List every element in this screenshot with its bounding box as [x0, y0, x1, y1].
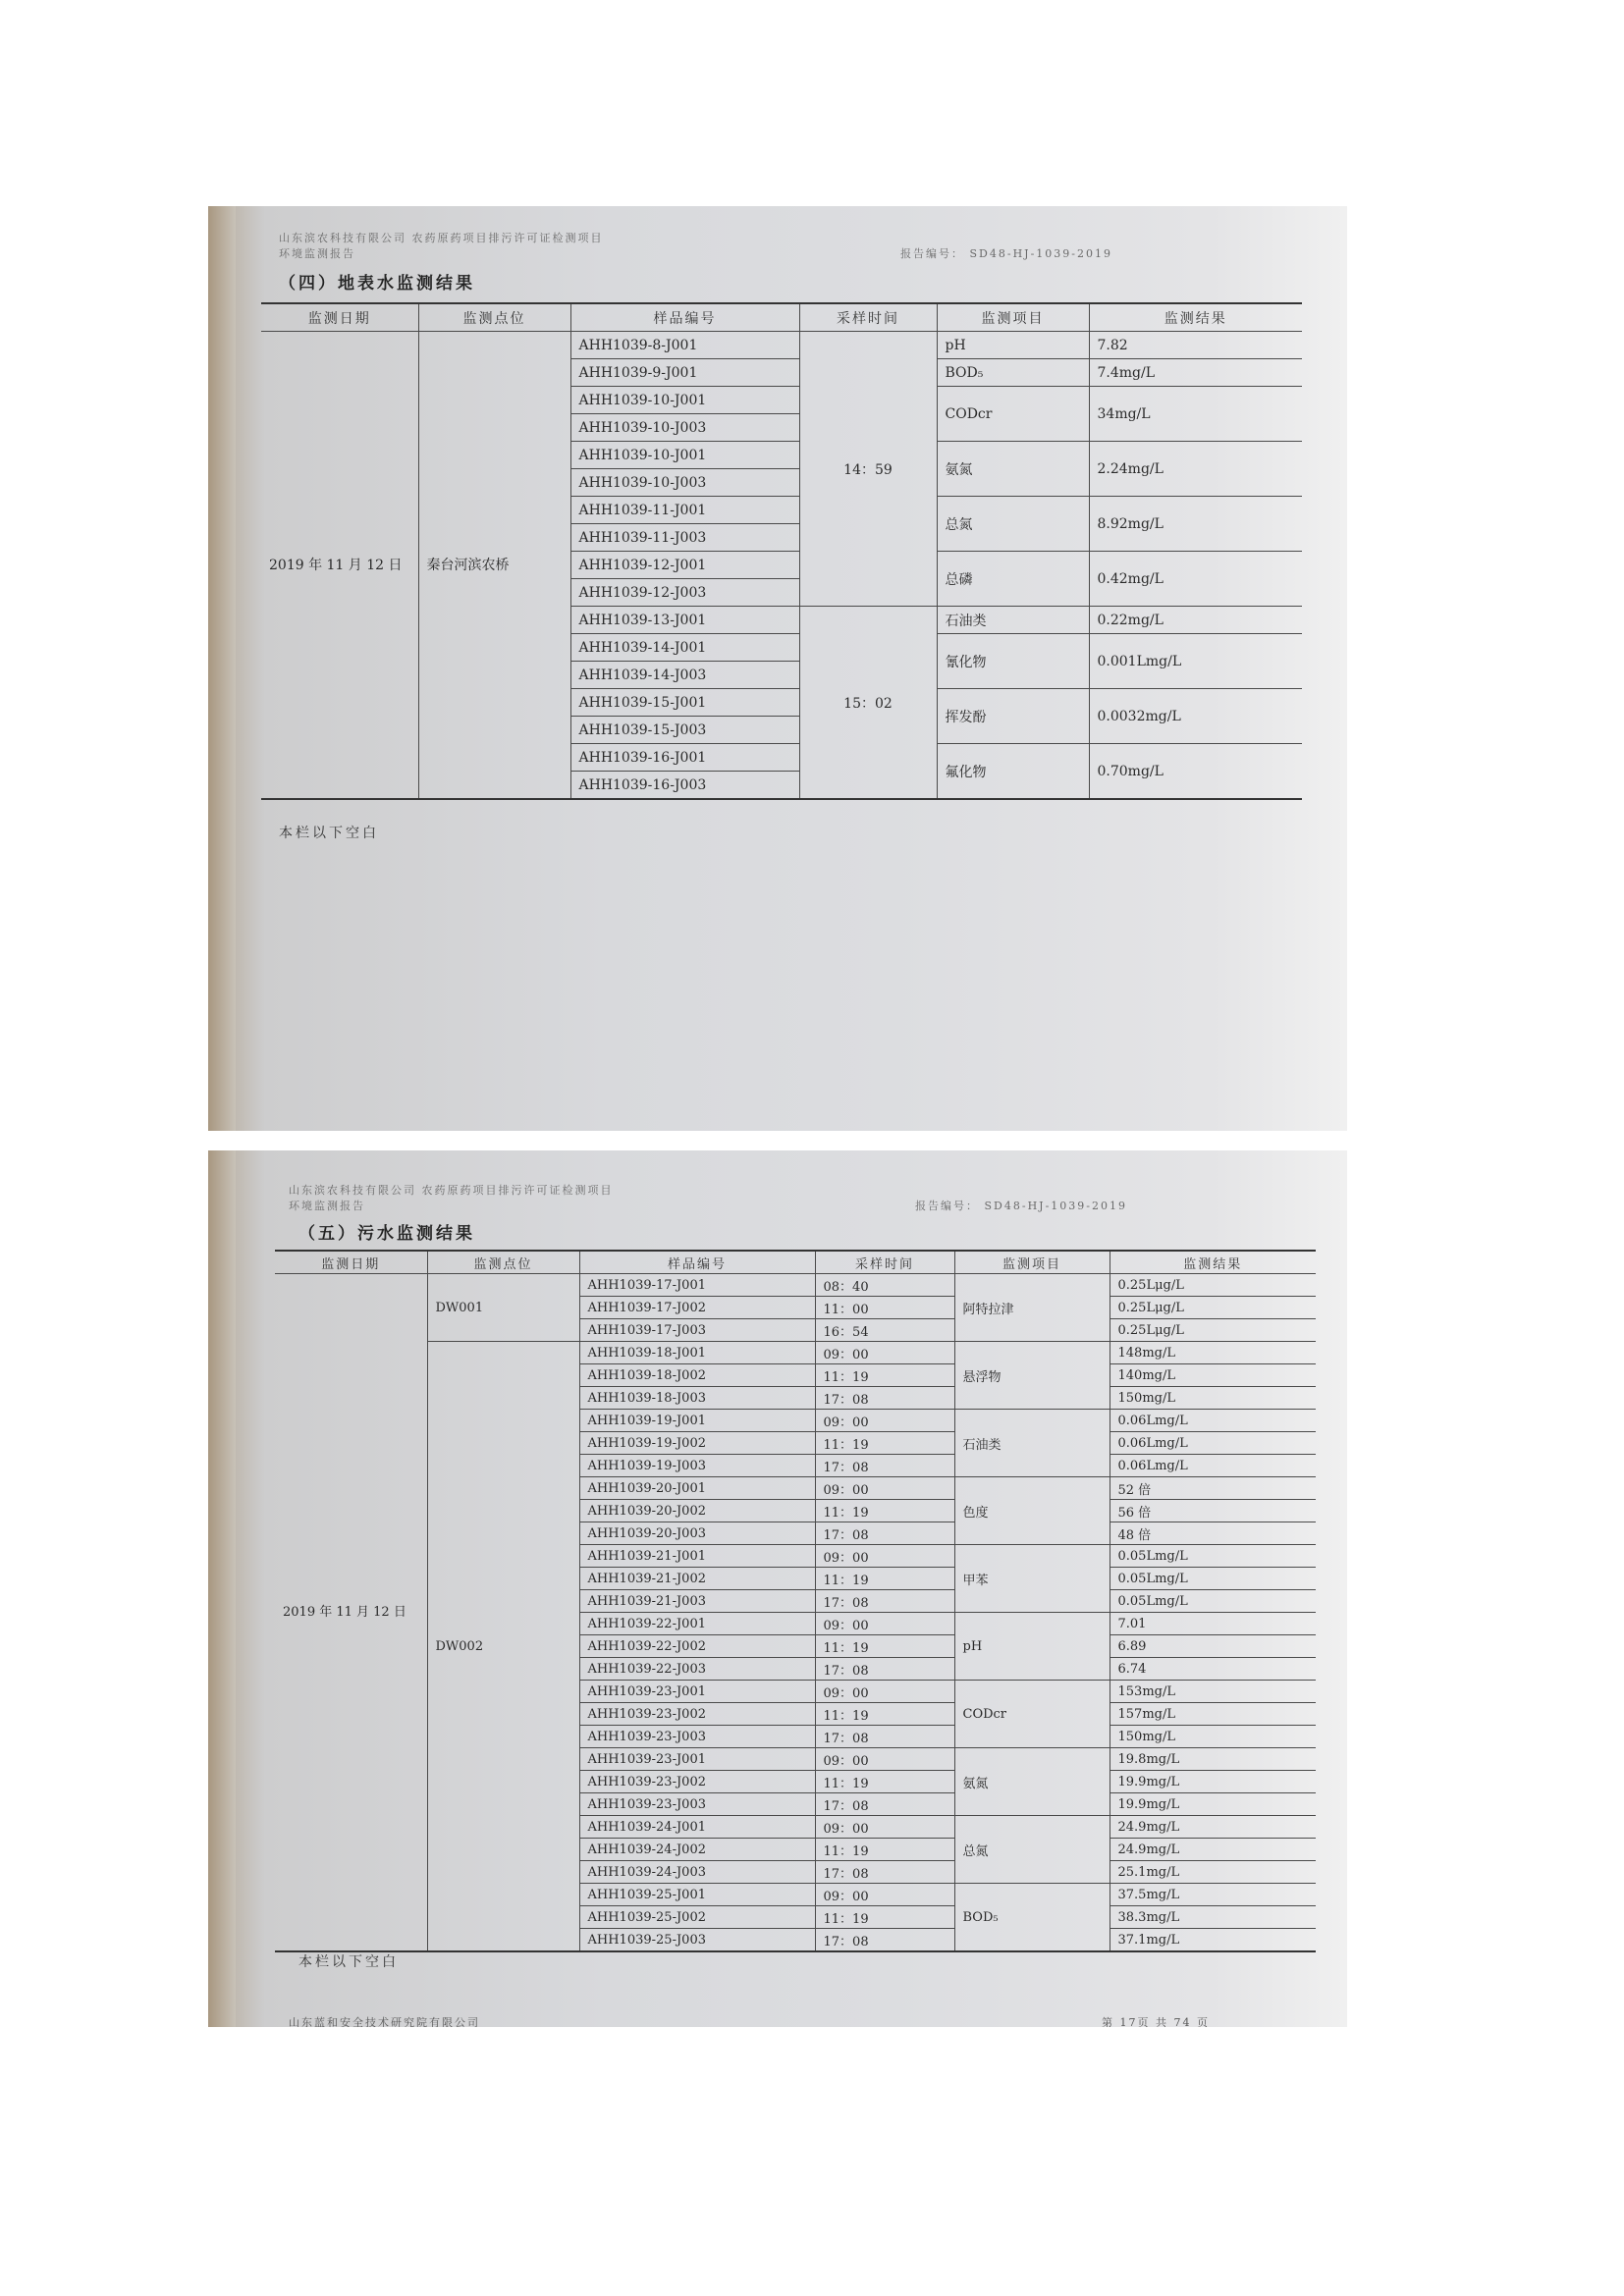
- sampling-time: 09：00: [815, 1748, 954, 1771]
- report-number: 报告编号： SD48-HJ-1039-2019: [915, 1200, 1127, 1212]
- sample-id: AHH1039-12-J001: [570, 552, 799, 579]
- column-header: 监测点位: [427, 1251, 579, 1274]
- monitoring-item: BOD₅: [954, 1884, 1110, 1952]
- sampling-time: 17：08: [815, 1861, 954, 1884]
- table-row: [261, 332, 1302, 359]
- sample-id: AHH1039-21-J001: [579, 1545, 815, 1568]
- sampling-time: 11：00: [815, 1297, 954, 1319]
- sample-id: AHH1039-15-J003: [570, 717, 799, 744]
- sampling-time: 17：08: [815, 1929, 954, 1952]
- report-header-title: 环境监测报告: [289, 1200, 365, 1212]
- surface-water-table: [261, 302, 1302, 800]
- sampling-time: 17：08: [815, 1658, 954, 1681]
- sample-id: AHH1039-21-J002: [579, 1568, 815, 1590]
- monitoring-item: 石油类: [954, 1410, 1110, 1477]
- monitoring-result: 6.74: [1110, 1658, 1316, 1681]
- sampling-time: 09：00: [815, 1342, 954, 1364]
- monitoring-item: 石油类: [937, 607, 1089, 634]
- monitoring-result: 0.05Lmg/L: [1110, 1590, 1316, 1613]
- column-header: 监测点位: [418, 303, 570, 332]
- table-header-row: [261, 303, 1302, 332]
- sample-id: AHH1039-23-J001: [579, 1748, 815, 1771]
- table-row: [275, 1342, 1316, 1364]
- sampling-time: 17：08: [815, 1590, 954, 1613]
- sampling-time: 17：08: [815, 1455, 954, 1477]
- monitoring-result: 2.24mg/L: [1089, 442, 1302, 497]
- sample-id: AHH1039-24-J002: [579, 1839, 815, 1861]
- monitoring-result: 0.25Lμg/L: [1110, 1297, 1316, 1319]
- sample-id: AHH1039-17-J002: [579, 1297, 815, 1319]
- monitoring-result: 0.001Lmg/L: [1089, 634, 1302, 689]
- column-header: 监测结果: [1089, 303, 1302, 332]
- sample-id: AHH1039-14-J003: [570, 662, 799, 689]
- monitoring-item: 色度: [954, 1477, 1110, 1545]
- sample-id: AHH1039-25-J002: [579, 1906, 815, 1929]
- monitoring-result: 0.05Lmg/L: [1110, 1545, 1316, 1568]
- sample-id: AHH1039-22-J001: [579, 1613, 815, 1635]
- sample-id: AHH1039-11-J003: [570, 524, 799, 552]
- monitoring-result: 0.42mg/L: [1089, 552, 1302, 607]
- monitoring-result: 8.92mg/L: [1089, 497, 1302, 552]
- sampling-time: 17：08: [815, 1522, 954, 1545]
- monitoring-item: CODcr: [954, 1681, 1110, 1748]
- monitoring-item: 氟化物: [937, 744, 1089, 800]
- column-header: 监测日期: [261, 303, 418, 332]
- monitoring-item: 总氮: [954, 1816, 1110, 1884]
- sample-id: AHH1039-23-J002: [579, 1771, 815, 1793]
- sampling-time: 09：00: [815, 1816, 954, 1839]
- report-header-title: 环境监测报告: [279, 247, 355, 260]
- monitoring-result: 0.70mg/L: [1089, 744, 1302, 800]
- monitoring-location: DW002: [427, 1342, 579, 1952]
- monitoring-result: 37.1mg/L: [1110, 1929, 1316, 1952]
- sampling-time: 17：08: [815, 1726, 954, 1748]
- sample-id: AHH1039-10-J001: [570, 387, 799, 414]
- sampling-time: 09：00: [815, 1545, 954, 1568]
- monitoring-result: 37.5mg/L: [1110, 1884, 1316, 1906]
- monitoring-result: 6.89: [1110, 1635, 1316, 1658]
- institute-name: 山东蓝和安全技术研究院有限公司: [289, 2016, 480, 2027]
- sample-id: AHH1039-10-J001: [570, 442, 799, 469]
- report-photo-wastewater: [208, 1150, 1347, 2027]
- sampling-time: 11：19: [815, 1432, 954, 1455]
- sample-id: AHH1039-10-J003: [570, 469, 799, 497]
- sampling-time: 09：00: [815, 1410, 954, 1432]
- sample-id: AHH1039-19-J002: [579, 1432, 815, 1455]
- column-header: 监测日期: [275, 1251, 427, 1274]
- sample-id: AHH1039-10-J003: [570, 414, 799, 442]
- monitoring-result: 157mg/L: [1110, 1703, 1316, 1726]
- monitoring-item: 悬浮物: [954, 1342, 1110, 1410]
- monitoring-result: 48 倍: [1110, 1522, 1316, 1545]
- sampling-time: 11：19: [815, 1703, 954, 1726]
- monitoring-result: 19.9mg/L: [1110, 1793, 1316, 1816]
- monitoring-date: 2019 年 11 月 12 日: [261, 332, 418, 800]
- sample-id: AHH1039-23-J003: [579, 1793, 815, 1816]
- sampling-time: 09：00: [815, 1477, 954, 1500]
- table-header-row: [275, 1251, 1316, 1274]
- sample-id: AHH1039-9-J001: [570, 359, 799, 387]
- sampling-time: 14：59: [799, 332, 937, 607]
- sampling-time: 17：08: [815, 1793, 954, 1816]
- wastewater-table: [275, 1250, 1316, 1952]
- sampling-time: 11：19: [815, 1771, 954, 1793]
- monitoring-result: 0.06Lmg/L: [1110, 1410, 1316, 1432]
- sampling-time: 09：00: [815, 1613, 954, 1635]
- sample-id: AHH1039-20-J001: [579, 1477, 815, 1500]
- sampling-time: 09：00: [815, 1681, 954, 1703]
- monitoring-item: 氨氮: [954, 1748, 1110, 1816]
- monitoring-result: 140mg/L: [1110, 1364, 1316, 1387]
- section-title: （五）污水监测结果: [298, 1224, 475, 1244]
- monitoring-result: 38.3mg/L: [1110, 1906, 1316, 1929]
- monitoring-result: 0.06Lmg/L: [1110, 1455, 1316, 1477]
- sample-id: AHH1039-21-J003: [579, 1590, 815, 1613]
- monitoring-date: 2019 年 11 月 12 日: [275, 1274, 427, 1952]
- monitoring-item: 总氮: [937, 497, 1089, 552]
- monitoring-result: 24.9mg/L: [1110, 1816, 1316, 1839]
- report-header-company: 山东滨农科技有限公司 农药原药项目排污许可证检测项目: [289, 1184, 614, 1197]
- sampling-time: 11：19: [815, 1364, 954, 1387]
- monitoring-location: DW001: [427, 1274, 579, 1342]
- monitoring-result: 52 倍: [1110, 1477, 1316, 1500]
- sample-id: AHH1039-16-J003: [570, 772, 799, 800]
- monitoring-location: 秦台河滨农桥: [418, 332, 570, 800]
- sampling-time: 11：19: [815, 1635, 954, 1658]
- sample-id: AHH1039-16-J001: [570, 744, 799, 772]
- monitoring-item: BOD₅: [937, 359, 1089, 387]
- section-title: （四）地表水监测结果: [279, 274, 475, 294]
- sample-id: AHH1039-20-J003: [579, 1522, 815, 1545]
- blank-below-note: 本栏以下空白: [298, 1954, 399, 1970]
- monitoring-result: 150mg/L: [1110, 1726, 1316, 1748]
- monitoring-result: 0.05Lmg/L: [1110, 1568, 1316, 1590]
- monitoring-result: 7.82: [1089, 332, 1302, 359]
- monitoring-result: 7.4mg/L: [1089, 359, 1302, 387]
- sample-id: AHH1039-19-J003: [579, 1455, 815, 1477]
- monitoring-item: 氨氮: [937, 442, 1089, 497]
- monitoring-item: pH: [937, 332, 1089, 359]
- sample-id: AHH1039-20-J002: [579, 1500, 815, 1522]
- sampling-time: 09：00: [815, 1884, 954, 1906]
- sample-id: AHH1039-25-J003: [579, 1929, 815, 1952]
- sample-id: AHH1039-22-J003: [579, 1658, 815, 1681]
- sample-id: AHH1039-24-J003: [579, 1861, 815, 1884]
- sample-id: AHH1039-18-J001: [579, 1342, 815, 1364]
- monitoring-result: 0.22mg/L: [1089, 607, 1302, 634]
- sampling-time: 11：19: [815, 1500, 954, 1522]
- monitoring-item: 挥发酚: [937, 689, 1089, 744]
- monitoring-result: 0.0032mg/L: [1089, 689, 1302, 744]
- sample-id: AHH1039-11-J001: [570, 497, 799, 524]
- monitoring-item: 氰化物: [937, 634, 1089, 689]
- column-header: 监测结果: [1110, 1251, 1316, 1274]
- page-number: 第 17页 共 74 页: [1102, 2016, 1210, 2027]
- sample-id: AHH1039-19-J001: [579, 1410, 815, 1432]
- report-header-company: 山东滨农科技有限公司 农药原药项目排污许可证检测项目: [279, 232, 604, 244]
- sampling-time: 08：40: [815, 1274, 954, 1297]
- sample-id: AHH1039-15-J001: [570, 689, 799, 717]
- monitoring-result: 34mg/L: [1089, 387, 1302, 442]
- report-number: 报告编号： SD48-HJ-1039-2019: [900, 247, 1112, 260]
- monitoring-result: 153mg/L: [1110, 1681, 1316, 1703]
- sampling-time: 11：19: [815, 1568, 954, 1590]
- sample-id: AHH1039-18-J002: [579, 1364, 815, 1387]
- monitoring-item: 总磷: [937, 552, 1089, 607]
- monitoring-result: 0.25Lμg/L: [1110, 1319, 1316, 1342]
- sample-id: AHH1039-18-J003: [579, 1387, 815, 1410]
- sample-id: AHH1039-17-J001: [579, 1274, 815, 1297]
- sampling-time: 11：19: [815, 1839, 954, 1861]
- monitoring-result: 19.8mg/L: [1110, 1748, 1316, 1771]
- sampling-time: 16：54: [815, 1319, 954, 1342]
- monitoring-result: 0.25Lμg/L: [1110, 1274, 1316, 1297]
- monitoring-result: 7.01: [1110, 1613, 1316, 1635]
- sample-id: AHH1039-25-J001: [579, 1884, 815, 1906]
- sample-id: AHH1039-24-J001: [579, 1816, 815, 1839]
- sample-id: AHH1039-8-J001: [570, 332, 799, 359]
- monitoring-item: 甲苯: [954, 1545, 1110, 1613]
- column-header: 样品编号: [579, 1251, 815, 1274]
- sample-id: AHH1039-13-J001: [570, 607, 799, 634]
- column-header: 采样时间: [815, 1251, 954, 1274]
- column-header: 监测项目: [954, 1251, 1110, 1274]
- monitoring-item: pH: [954, 1613, 1110, 1681]
- monitoring-result: 25.1mg/L: [1110, 1861, 1316, 1884]
- monitoring-item: 阿特拉津: [954, 1274, 1110, 1342]
- sample-id: AHH1039-14-J001: [570, 634, 799, 662]
- monitoring-result: 19.9mg/L: [1110, 1771, 1316, 1793]
- sample-id: AHH1039-17-J003: [579, 1319, 815, 1342]
- sample-id: AHH1039-23-J003: [579, 1726, 815, 1748]
- column-header: 监测项目: [937, 303, 1089, 332]
- monitoring-result: 24.9mg/L: [1110, 1839, 1316, 1861]
- monitoring-result: 56 倍: [1110, 1500, 1316, 1522]
- sample-id: AHH1039-23-J001: [579, 1681, 815, 1703]
- sampling-time: 11：19: [815, 1906, 954, 1929]
- sample-id: AHH1039-12-J003: [570, 579, 799, 607]
- monitoring-result: 0.06Lmg/L: [1110, 1432, 1316, 1455]
- blank-below-note: 本栏以下空白: [279, 826, 379, 841]
- column-header: 样品编号: [570, 303, 799, 332]
- monitoring-result: 150mg/L: [1110, 1387, 1316, 1410]
- sampling-time: 15：02: [799, 607, 937, 800]
- sample-id: AHH1039-23-J002: [579, 1703, 815, 1726]
- monitoring-result: 148mg/L: [1110, 1342, 1316, 1364]
- sampling-time: 17：08: [815, 1387, 954, 1410]
- column-header: 采样时间: [799, 303, 937, 332]
- table-row: [275, 1274, 1316, 1297]
- sample-id: AHH1039-22-J002: [579, 1635, 815, 1658]
- report-photo-surface-water: [208, 206, 1347, 1131]
- monitoring-item: CODcr: [937, 387, 1089, 442]
